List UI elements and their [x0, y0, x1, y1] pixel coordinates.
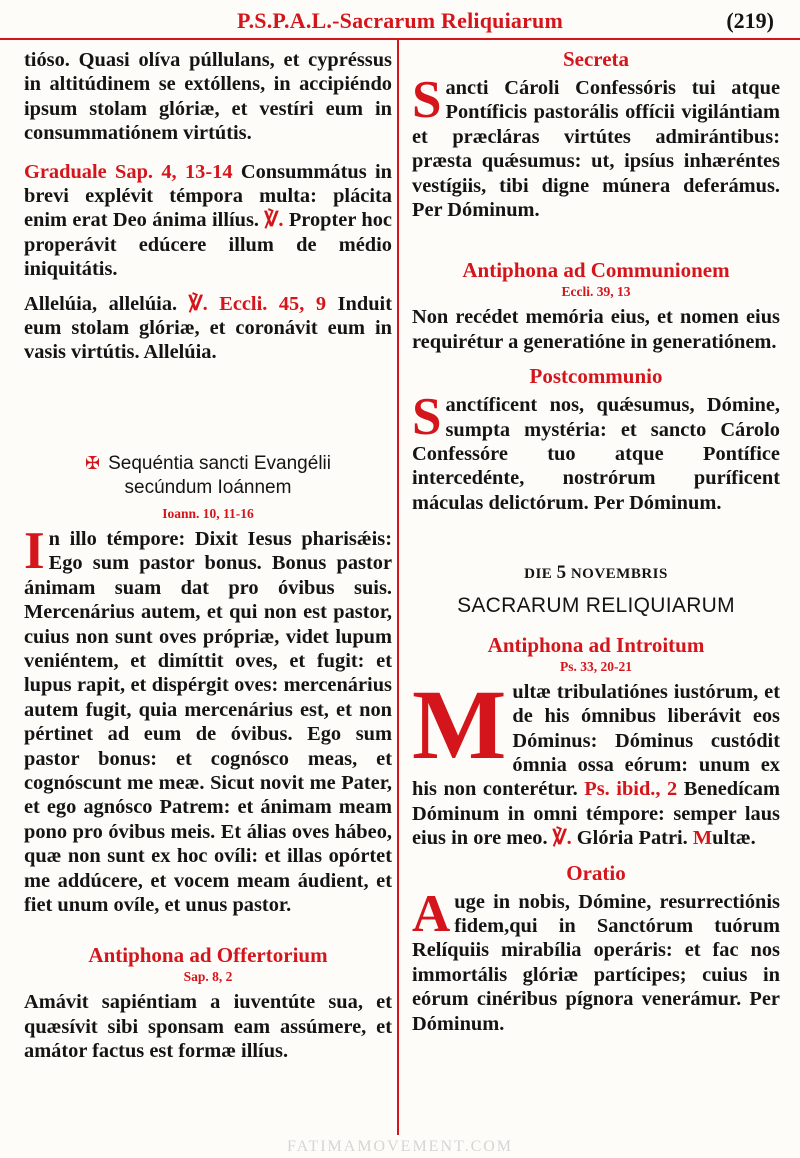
alleluia-paragraph — [24, 292, 392, 365]
secreta-paragraph — [412, 71, 780, 222]
communion-paragraph: Non recédet memória eius, et nomen eius requirétur a generatióne in generatiónem. — [412, 306, 780, 353]
oratio-initial: A — [412, 884, 451, 943]
introit-text-1: ultæ tribulatiónes iustórum, et de his ómnibus liberávit eos Dóminus: Dóminus custódit ómnia ossa eórum: unum ex his non conterétur. — [412, 680, 780, 801]
communion-heading: Antiphona ad Communionem — [462, 258, 730, 283]
date-suffix: NOVEMBRIS — [566, 566, 668, 583]
repeat-initial: M — [692, 827, 713, 850]
date-number: 5 — [556, 562, 567, 584]
gospel-initial: I — [24, 521, 45, 580]
secreta-text: ancti Cároli Confessóris tui atque Pontíficis pastorális offícii vigilántiam et præcláras virtútes admirántibus: præsta quǽsumus: ut, ipsíus inhæréntes vestígiis, tibi digne múnera deferámus. Per Dóminum. — [412, 77, 780, 222]
graduale-text-2: Propter hoc properávit edúcere illum de médio iniquitátis. — [24, 209, 392, 281]
sequence-heading — [24, 451, 392, 500]
gloria-text: Glória Patri. — [571, 827, 693, 850]
secreta-initial: S — [412, 71, 442, 129]
right-column — [412, 48, 780, 1036]
page-number: (219) — [726, 8, 774, 33]
oratio-paragraph — [412, 884, 780, 1036]
alleluia-text-2: Induit eum stolam glóriæ, et coronávit eum in vasis virtútis. Allelúia. — [24, 292, 393, 364]
date-prefix: DIE — [524, 566, 557, 583]
graduale-text-1: Consummátus in brevi explévit témpora multa: plácita enim erat Deo ánima illíus. — [24, 160, 392, 232]
offertory-paragraph: Amávit sapiéntiam a iuventúte sua, et quæsívit sibi sponsam eam assúmere, et amátor factus est formæ illíus. — [24, 991, 392, 1063]
gospel-ref: Ioann. 10, 11-16 — [162, 505, 254, 521]
graduale-paragraph — [24, 160, 392, 282]
watermark: FATIMAMOVEMENT.COM — [286, 1138, 514, 1155]
cross-icon: ✠ — [85, 452, 101, 473]
introit-psalm-ref: Ps. ibid., 2 — [584, 778, 678, 801]
sequence-line-2: secúndum Ioánnem — [124, 476, 292, 498]
header-rule — [0, 38, 800, 40]
gospel-paragraph — [24, 521, 392, 918]
introit-ref: Ps. 33, 20-21 — [560, 658, 632, 674]
intro-paragraph: tióso. Quasi olíva púllulans, et cypréssus in altitúdinem se extóllens, in accipiéndo ipsum stolam glóriæ, et vestíri eum in consummatiónem virtútis. — [24, 49, 392, 145]
postcommunio-heading: Postcommunio — [529, 364, 663, 389]
secreta-heading: Secreta — [562, 47, 630, 71]
date-line — [412, 561, 780, 586]
feast-title: SACRARUM RELIQUIARUM — [457, 593, 735, 617]
introit-text-2: Benedícam Dóminum in omni témpore: semper laus eius in ore meo. — [412, 778, 780, 850]
left-column — [24, 48, 392, 1064]
alleluia-text-1: Allelúia, allelúia. — [24, 292, 189, 315]
sequence-line-1: Sequéntia sancti Evangélii — [108, 452, 331, 474]
introit-heading: Antiphona ad Introitum — [487, 632, 705, 657]
column-divider — [397, 40, 399, 1135]
introit-paragraph — [412, 668, 780, 851]
versicle-symbol-2: ℣. — [552, 827, 572, 850]
gospel-text: n illo témpore: Dixit Iesus pharisǽis: Ego sum pastor bonus. Bonus pastor ánimam suam dat pro óvibus suis. Mercenárius autem, et qui non est pastor, cuius non sunt oves própriæ, videt lupum veniéntem, et dimíttit oves, et fugit: et lupus rapit, et dispérgit oves: mercenárius autem fugit, quia mercenárius est, et non pértinet ad eum de óvibus. Ego sum pastor bonus: et cognósco meas, et cognóscunt me meæ. Sicut novit me Pater, et ego agnósco Patrem: et ánimam meam pono pro óvibus meis. Et álias oves hábeo, quæ non sunt ex hoc ovíli: et illas opórtet me addúcere, et vocem meam áudient, et fiet unum ovíle, et unus pastor. — [24, 527, 392, 916]
graduale-label: Graduale Sap. 4, 13-14 — [24, 160, 233, 183]
page-header — [0, 0, 800, 40]
oratio-text: uge in nobis, Dómine, resurrectiónis fidem,qui in Sanctórum tuórum Relíquiis mirabília operáris: et fac nos immortális glóriæ partícipes; cuius in eórum cinéribus pígnora venerámur. Per Dóminum. — [412, 890, 780, 1035]
offertory-heading: Antiphona ad Offertorium — [88, 943, 328, 968]
oratio-heading: Oratio — [566, 860, 626, 885]
introit-initial: M — [412, 668, 507, 780]
repeat-rest: ultæ. — [712, 827, 756, 850]
communion-ref: Eccli. 39, 13 — [561, 284, 631, 300]
postcommunio-text: anctíficent nos, quǽsumus, Dómine, sumpta mystéria: et sancto Cárolo Confessóre tuo atque Pontífice intercedénte, nostrórum puríficent máculas delictórum. Per Dóminum. — [412, 394, 780, 514]
offertory-ref: Sap. 8, 2 — [183, 969, 233, 985]
page-title: P.S.P.A.L.-Sacrarum Reliquiarum — [236, 8, 564, 33]
postcommunio-paragraph — [412, 388, 780, 515]
postcommunio-initial: S — [412, 388, 442, 447]
versicle-symbol: ℣. — [264, 209, 284, 232]
alleluia-ref: ℣. Eccli. 45, 9 — [188, 292, 327, 315]
